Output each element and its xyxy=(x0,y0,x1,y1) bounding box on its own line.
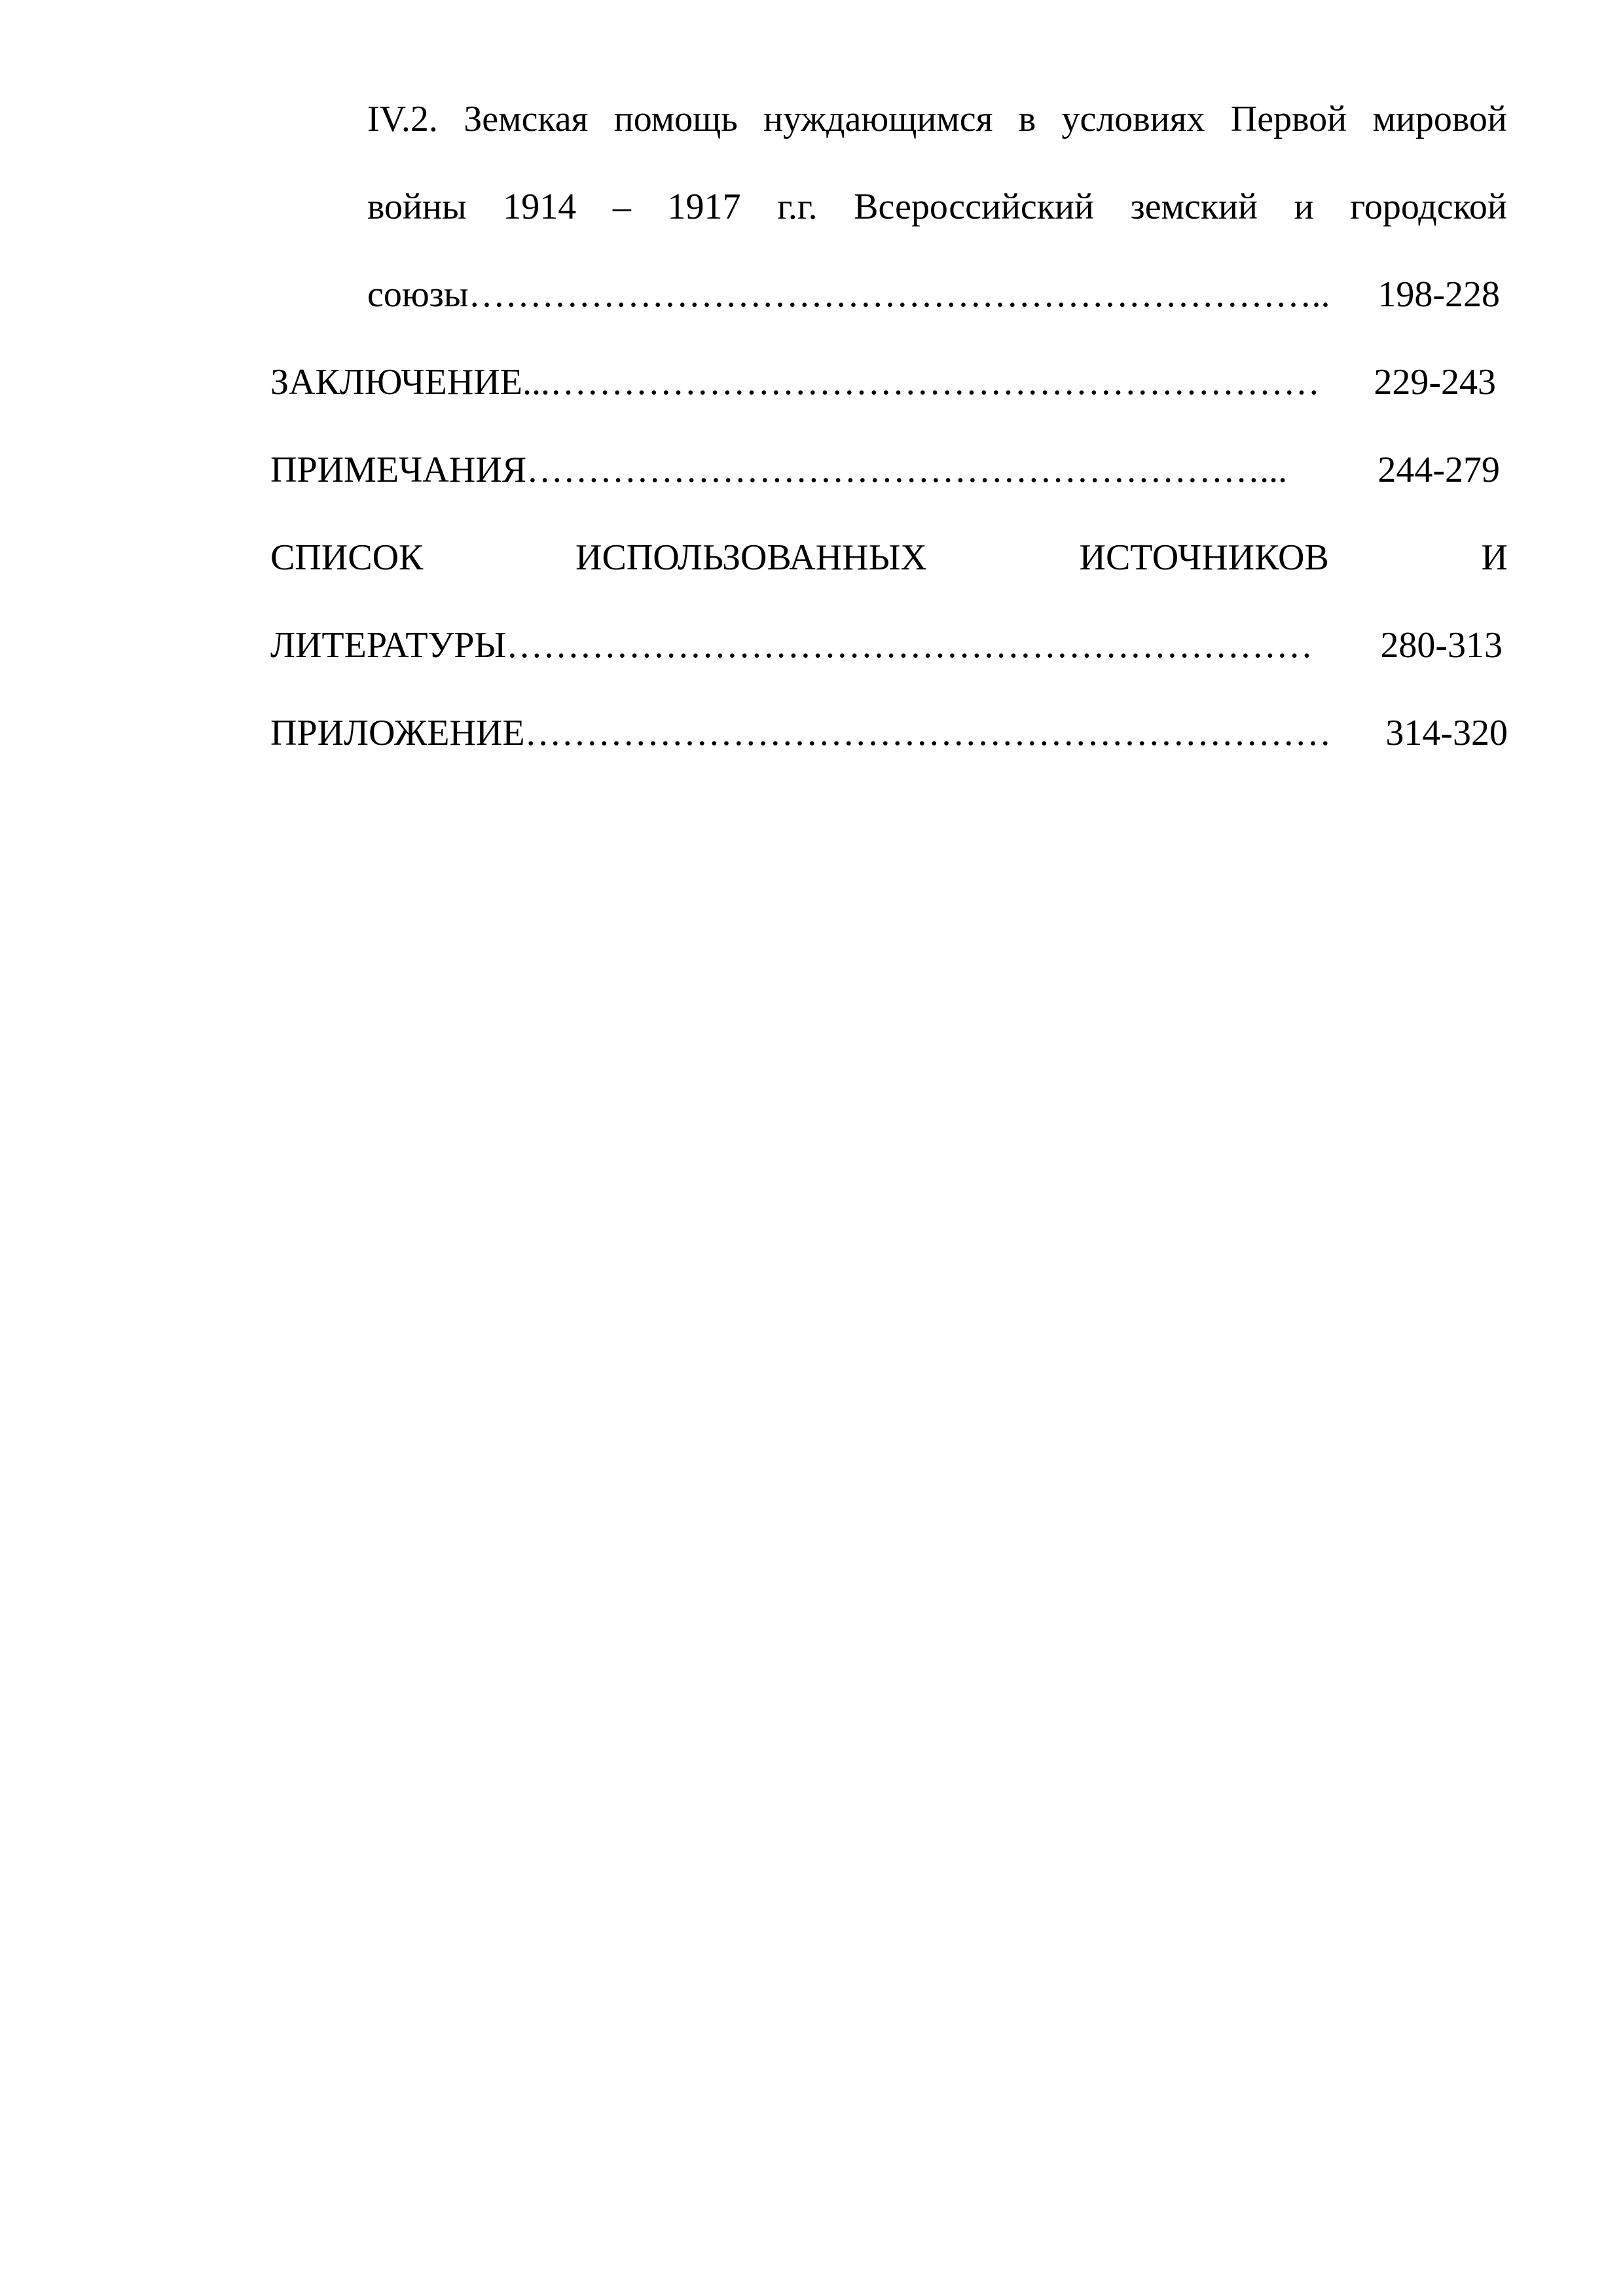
toc-entry-title: ЛИТЕРАТУРЫ xyxy=(270,625,507,666)
toc-word: Всероссийский xyxy=(854,187,1094,227)
toc-page-range: 244-279 xyxy=(1377,450,1500,490)
toc-leader-dots: …………………………………………………………….. xyxy=(468,276,1330,313)
toc-leader-dots: ……………………………………………………... xyxy=(526,452,1288,488)
toc-word: Первой xyxy=(1230,99,1347,139)
toc-entry-appendix xyxy=(270,715,1508,751)
toc-word: условиях xyxy=(1061,99,1205,139)
toc-word: 1914 xyxy=(503,187,577,227)
toc-word: в xyxy=(1018,99,1036,139)
toc-entry-sources-line1 xyxy=(270,539,1508,576)
toc-word: И xyxy=(1481,537,1508,578)
toc-word: IV.2. xyxy=(367,99,438,139)
toc-entry-conclusion xyxy=(270,364,1496,401)
toc-entry-title: ЗАКЛЮЧЕНИЕ xyxy=(270,362,522,403)
toc-word: СПИСОК xyxy=(270,537,424,578)
toc-word: ИСПОЛЬЗОВАННЫХ xyxy=(575,537,927,578)
toc-word: и xyxy=(1294,187,1314,227)
toc-word: г.г. xyxy=(777,187,818,227)
toc-entry-sources-line2 xyxy=(270,627,1503,664)
toc-word: Земская xyxy=(464,99,589,139)
toc-entry-iv2-line2 xyxy=(367,188,1507,225)
toc-page-range: 229-243 xyxy=(1374,362,1496,403)
toc-word: 1917 xyxy=(667,187,741,227)
toc-entry-notes xyxy=(270,452,1500,488)
toc-page-range: 280-313 xyxy=(1380,625,1503,666)
toc-entry-title: ПРИЛОЖЕНИЕ xyxy=(270,713,525,753)
toc-word: ИСТОЧНИКОВ xyxy=(1079,537,1329,578)
toc-word: земский xyxy=(1130,187,1258,227)
toc-page-range: 198-228 xyxy=(1377,274,1500,315)
toc-word: помощь xyxy=(613,99,738,139)
toc-entry-iv2-line1 xyxy=(367,101,1507,137)
toc-leader-dots: ...……………………………………………………… xyxy=(522,364,1320,401)
toc-word: городской xyxy=(1350,187,1507,227)
toc-entry-title: ПРИМЕЧАНИЯ xyxy=(270,450,527,490)
toc-word: войны xyxy=(367,187,467,227)
toc-entry-iv2-line3 xyxy=(367,276,1500,313)
toc-word: – xyxy=(612,187,631,227)
toc-leader-dots: ………………………………………………………… xyxy=(506,627,1313,664)
toc-entry-title: союзы xyxy=(367,274,469,315)
toc-word: нуждающимся xyxy=(763,99,993,139)
toc-page-range: 314-320 xyxy=(1385,713,1508,753)
toc-word: мировой xyxy=(1372,99,1507,139)
toc-leader-dots: ………………………………………………………… xyxy=(524,715,1332,751)
